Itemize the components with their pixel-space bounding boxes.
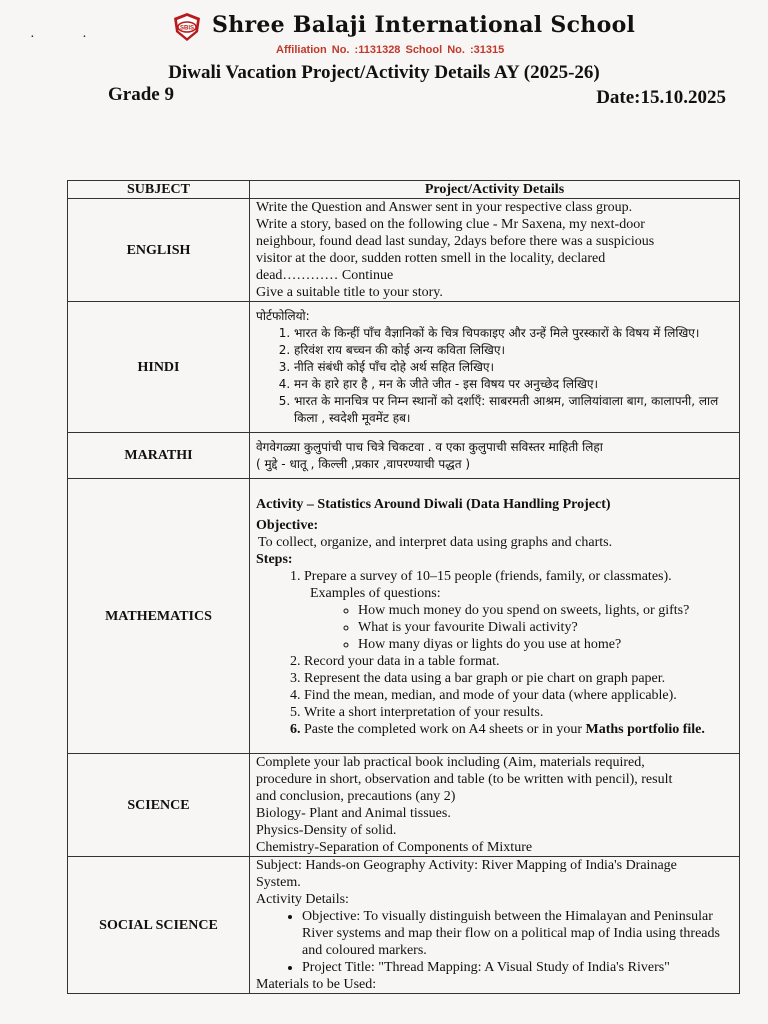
science-line: Chemistry-Separation of Components of Mixture (256, 840, 533, 855)
marathi-line: वेगवेगळ्या कुलुपांची पाच चित्रे चिकटवा . व एका कुलुपाची सविस्तर माहिती लिहा (256, 439, 603, 454)
affiliation-line: Affiliation No. :1131328 School No. :31315 (276, 44, 505, 56)
math-step: 2. Record your data in a table format. (304, 653, 733, 670)
hindi-item: 4. मन के हारे हार है , मन के जीते जीत - इस विषय पर अनुच्छेद लिखिए। (294, 376, 733, 393)
ss-line: Subject: Hands-on Geography Activity: River Mapping of India's Drainage (256, 858, 677, 873)
row-mathematics (68, 479, 740, 754)
math-activity-title: Activity – Statistics Around Diwali (Data Handling Project) (256, 497, 611, 512)
school-logo (172, 12, 202, 42)
row-hindi (68, 302, 740, 433)
scan-specks: · · (30, 30, 109, 45)
science-line: procedure in short, observation and table (to be written with pencil), result (256, 772, 673, 787)
details-social-science (250, 857, 740, 994)
row-marathi (68, 433, 740, 479)
hindi-item: 1. भारत के किन्हीं पाँच वैज्ञानिकों के चित्र चिपकाइए और उन्हें मिले पुरस्कारों के विषय में लिखिए। (294, 325, 733, 342)
details-science (250, 754, 740, 857)
math-objective-text: To collect, organize, and interpret data using graphs and charts. (258, 535, 613, 550)
row-english (68, 199, 740, 302)
school-name: Shree Balaji International School (212, 12, 636, 38)
math-example: ◦ What is your favourite Diwali activity? (358, 619, 733, 636)
english-line: visitor at the door, sudden rotten smell in the locality, declared (256, 251, 606, 266)
ss-line: Materials to be Used: (256, 977, 377, 992)
grade-label: Grade 9 (108, 84, 174, 105)
ss-line: Activity Details: (256, 892, 349, 907)
math-step-text: Prepare a survey of 10–15 people (friends, family, or classmates). (304, 569, 672, 584)
science-line: Complete your lab practical book including (Aim, materials required, (256, 755, 645, 770)
hindi-item: 2. हरिवंश राय बच्चन की कोई अन्य कविता लिखिए। (294, 342, 733, 359)
date-label: Date:15.10.2025 (596, 87, 726, 108)
details-marathi (250, 433, 740, 479)
english-line: Write the Question and Answer sent in your respective class group. (256, 200, 633, 215)
math-step: 3. Represent the data using a bar graph or pie chart on graph paper. (304, 670, 733, 687)
english-line: Write a story, based on the following clue - Mr Saxena, my next-door (256, 217, 645, 232)
math-examples-label: Examples of questions: (310, 586, 441, 601)
subject-mathematics: MATHEMATICS (68, 479, 250, 754)
header-subject: SUBJECT (68, 181, 250, 199)
english-line: dead………… Continue (256, 268, 394, 283)
marathi-line: ( मुद्दे - धातू , किल्ली ,प्रकार ,वापरण्याची पद्धत ) (256, 456, 471, 471)
english-line: Give a suitable title to your story. (256, 285, 443, 300)
ss-bullet: • Project Title: "Thread Mapping: A Visual Study of India's Rivers" (302, 959, 733, 976)
math-steps-label: Steps: (256, 552, 293, 567)
math-step (304, 721, 733, 738)
science-line: Biology- Plant and Animal tissues. (256, 806, 451, 821)
row-social-science (68, 857, 740, 994)
math-step: 5. Write a short interpretation of your results. (304, 704, 733, 721)
subject-hindi: HINDI (68, 302, 250, 433)
logo-text: SBIS (179, 25, 195, 32)
science-line: Physics-Density of solid. (256, 823, 397, 838)
details-english (250, 199, 740, 302)
ss-line: System. (256, 875, 301, 890)
subject-social-science: SOCIAL SCIENCE (68, 857, 250, 994)
row-science (68, 754, 740, 857)
math-example: ◦ How much money do you spend on sweets, lights, or gifts? (358, 602, 733, 619)
ss-bullet: • Objective: To visually distinguish between the Himalayan and Peninsular River systems and map their flow on a political map of India using threads and coloured markers. (302, 908, 733, 959)
math-step6-bold: Maths portfolio file. (585, 722, 705, 737)
subject-marathi: MARATHI (68, 433, 250, 479)
math-objective-label: Objective: (256, 518, 319, 533)
subject-science: SCIENCE (68, 754, 250, 857)
science-line: and conclusion, precautions (any 2) (256, 789, 456, 804)
document-title: Diwali Vacation Project/Activity Details AY (2025-26) (168, 62, 600, 83)
math-example: ◦ How many diyas or lights do you use at home? (358, 636, 733, 653)
table-header-row (68, 181, 740, 199)
header-details: Project/Activity Details (250, 181, 740, 199)
english-line: neighbour, found dead last sunday, 2days before there was a suspicious (256, 234, 655, 249)
project-table (67, 180, 740, 994)
hindi-item: 5. भारत के मानचित्र पर निम्न स्थानों को दर्शाएँ: साबरमती आश्रम, जालियांवाला बाग, कालापनी, लाल किला , स्वदेशी मूवमेंट हब। (294, 393, 733, 427)
math-step6-text: Paste the completed work on A4 sheets or in your (304, 722, 583, 737)
hindi-item: 3. नीति संबंधी कोई पाँच दोहे अर्थ सहित लिखिए। (294, 359, 733, 376)
math-step: 4. Find the mean, median, and mode of your data (where applicable). (304, 687, 733, 704)
hindi-intro: पोर्टफोलियो: (256, 308, 310, 323)
math-step (304, 568, 733, 653)
details-mathematics (250, 479, 740, 754)
details-hindi (250, 302, 740, 433)
subject-english: ENGLISH (68, 199, 250, 302)
